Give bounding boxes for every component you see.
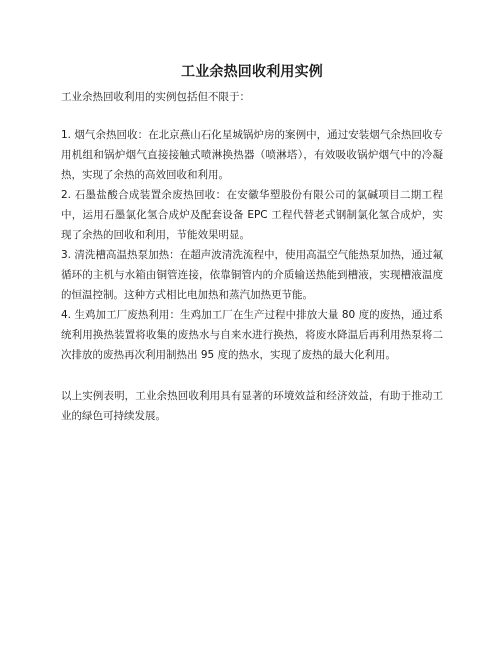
- paragraph-spacer: [61, 365, 443, 386]
- example-item-3: 3. 清洗槽高温热泵加热：在超声波清洗流程中，使用高温空气能热泵加热，通过氟循环的主机与水箱由铜管连接，依靠铜管内的介质输送热能到槽液，实现槽液温度的恒温控制。这种方式相比电加热和蒸汽加热更节能。: [61, 249, 443, 301]
- intro-paragraph: 工业余热回收利用的实例包括但不限于：: [61, 91, 250, 103]
- document-page: [61, 62, 443, 426]
- document-title: 工业余热回收利用实例: [181, 64, 323, 80]
- example-item-2: 2. 石墨盐酸合成装置余废热回收：在安徽华塑股份有限公司的氯碱项目二期工程中，运用石墨氯化氢合成炉及配套设备 EPC 工程代替老式钢制氯化氢合成炉，实现了余热的回收和利用，节能效果明显。: [61, 189, 443, 241]
- example-item-1: 1. 烟气余热回收：在北京燕山石化星城锅炉房的案例中，通过安装烟气余热回收专用机组和锅炉烟气直接接触式喷淋换热器（喷淋塔），有效吸收锅炉烟气中的冷凝热，实现了余热的高效回收和利用。: [61, 129, 443, 181]
- conclusion-paragraph: 以上实例表明，工业余热回收利用具有显著的环境效益和经济效益，有助于推动工业的绿色可持续发展。: [61, 390, 443, 422]
- example-item-4: 4. 生鸡加工厂废热利用：生鸡加工厂在生产过程中排放大量 80 度的废热，通过系统利用换热装置将收集的废热水与自来水进行换热，将废水降温后再利用热泵将二次排放的废热再次利用制热出 95 度的热水，实现了废热的最大化利用。: [61, 309, 443, 361]
